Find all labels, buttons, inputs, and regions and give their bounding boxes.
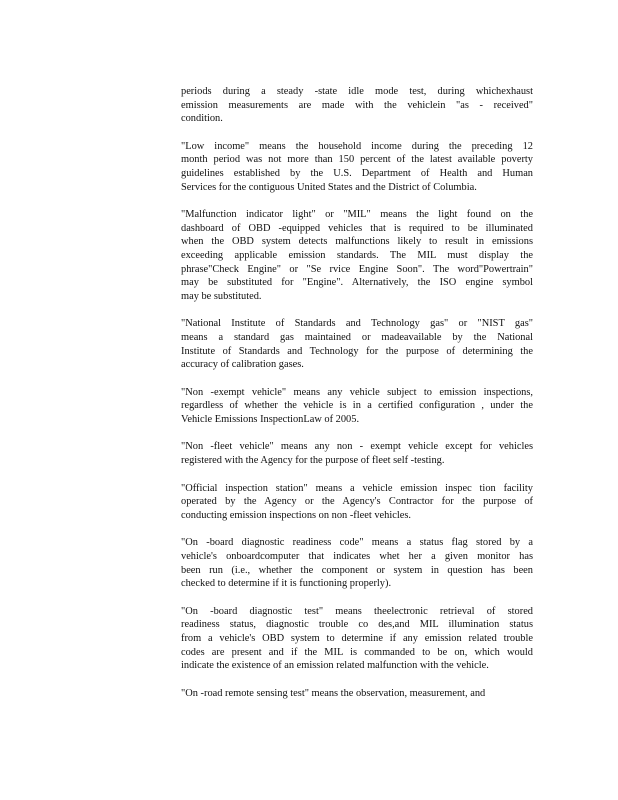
text-line: "On -board diagnostic test" means theelectronic retrieval of stored: [181, 605, 533, 617]
text-line: Services for the contiguous United States and the District of Columbia.: [181, 181, 477, 193]
text-line: dashboard of OBD -equipped vehicles that is required to be illuminated: [181, 222, 533, 234]
definition-paragraph: [181, 687, 533, 701]
text-line: operated by the Agency or the Agency's Contractor for the purpose of: [181, 496, 533, 508]
definition-paragraph: [181, 140, 533, 194]
definition-paragraph: [181, 317, 533, 371]
text-line: emission measurements are made with the vehiclein "as - received": [181, 99, 533, 111]
text-line: from a vehicle's OBD system to determine if any emission related trouble: [181, 633, 533, 644]
text-line: "Malfunction indicator light" or "MIL" means the light found on the: [181, 209, 533, 221]
text-line: means a standard gas maintained or madeavailable by the National: [181, 331, 533, 343]
text-line: codes are present and if the MIL is commanded to be on, which would: [181, 646, 533, 658]
text-line: when the OBD system detects malfunctions likely to result in emissions: [181, 236, 533, 248]
text-line: may be substituted for "Engine". Alternatively, the ISO engine symbol: [181, 277, 533, 289]
text-line: conducting emission inspections on non -fleet vehicles.: [181, 509, 411, 521]
text-line: month period was not more than 150 percent of the latest available poverty: [181, 154, 533, 166]
text-line: registered with the Agency for the purpose of fleet self -testing.: [181, 455, 445, 467]
text-line: regardless of whether the vehicle is in a certified configuration , under the: [181, 400, 533, 412]
text-line: may be substituted.: [181, 290, 262, 302]
text-line: indicate the existence of an emission related malfunction with the vehicle.: [181, 660, 489, 672]
text-line: phrase"Check Engine" or "Se rvice Engine Soon". The word"Powertrain": [181, 263, 533, 275]
text-line: Vehicle Emissions InspectionLaw of 2005.: [181, 413, 360, 425]
text-line: "Non -exempt vehicle" means any vehicle subject to emission inspections,: [181, 386, 533, 398]
definition-paragraph: [181, 386, 533, 427]
text-line: condition.: [181, 113, 223, 125]
definition-paragraph: [181, 85, 533, 126]
definition-paragraph: [181, 605, 533, 673]
text-line: "On -road remote sensing test" means the observation, measurement, and: [181, 687, 486, 699]
text-column: [181, 85, 533, 714]
text-line: "On -board diagnostic readiness code" means a status flag stored by a: [181, 537, 533, 549]
text-line: exceeding applicable emission standards. The MIL must display the: [181, 249, 533, 261]
text-line: checked to determine if it is functioning properly).: [181, 578, 392, 590]
text-line: "Low income" means the household income during the preceding 12: [181, 140, 533, 152]
definition-paragraph: [181, 536, 533, 590]
text-line: accuracy of calibration gases.: [181, 359, 304, 371]
text-line: periods during a steady -state idle mode test, during whichexhaust: [181, 86, 533, 97]
text-line: been run (i.e., whether the component or system in question has been: [181, 564, 533, 576]
definition-paragraph: [181, 482, 533, 523]
definition-paragraph: [181, 440, 533, 467]
text-line: Institute of Standards and Technology for the purpose of determining the: [181, 345, 533, 357]
text-line: vehicle's onboardcomputer that indicates whet her a given monitor has: [181, 551, 533, 563]
text-line: "Non -fleet vehicle" means any non - exempt vehicle except for vehicles: [181, 441, 533, 453]
text-line: guidelines established by the U.S. Department of Health and Human: [181, 167, 533, 179]
definition-paragraph: [181, 208, 533, 303]
text-line: "National Institute of Standards and Technology gas" or "NIST gas": [181, 318, 533, 330]
text-line: "Official inspection station" means a vehicle emission inspec tion facility: [181, 482, 533, 494]
text-line: readiness status, diagnostic trouble co des,and MIL illumination status: [181, 619, 533, 631]
